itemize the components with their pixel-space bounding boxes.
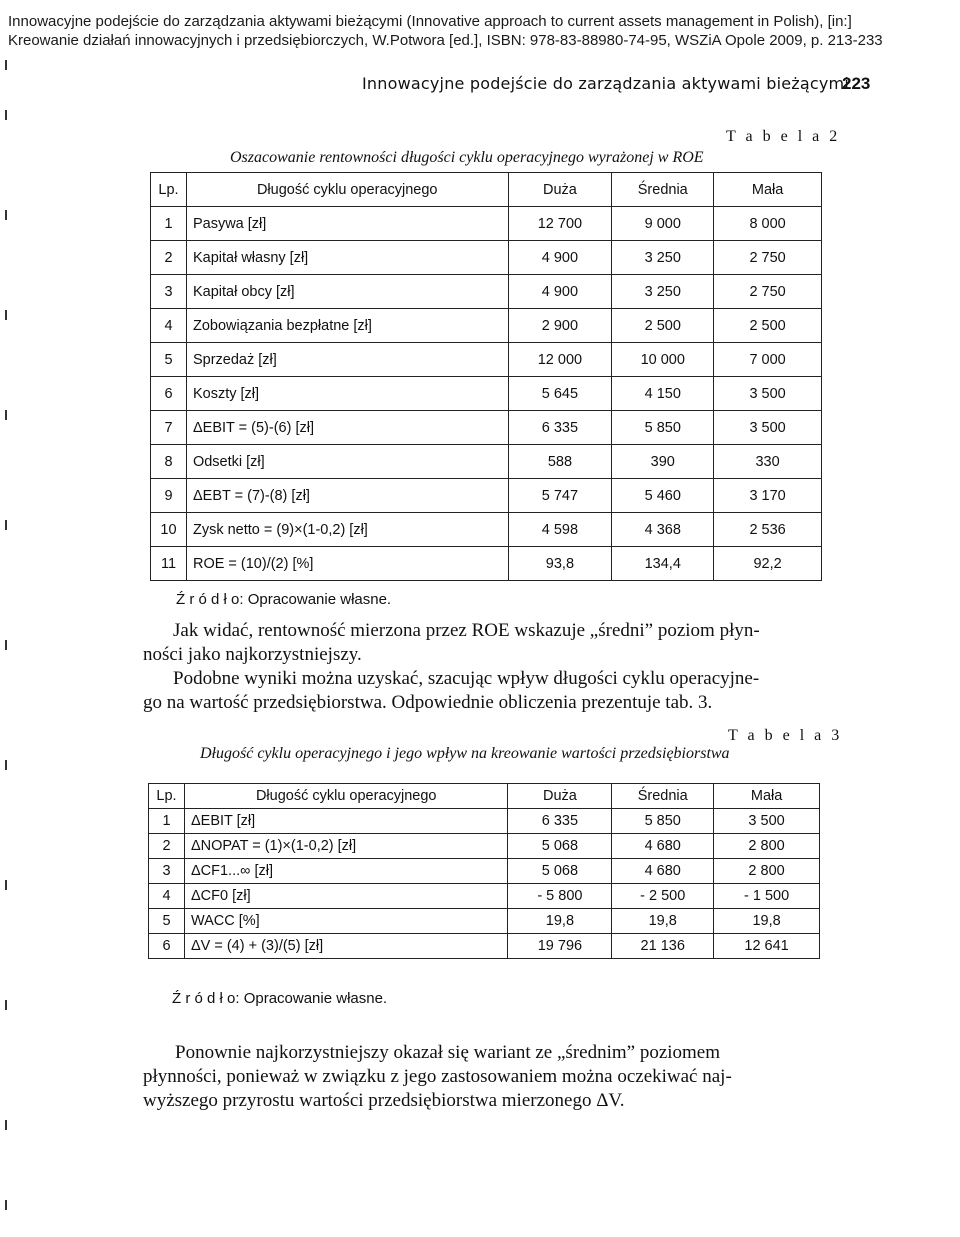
value-mala-cell: 8 000 <box>714 207 822 241</box>
margin-mark <box>5 310 7 320</box>
lp-cell: 9 <box>151 479 187 513</box>
description-cell: ΔCF0 [zł] <box>184 884 508 909</box>
value-srednia-cell: 4 680 <box>612 834 714 859</box>
paragraph-2-line-1: Podobne wyniki można uzyskać, szacując wpływ długości cyklu operacyjne- <box>173 668 760 689</box>
column-header: Lp. <box>151 173 187 207</box>
value-mala-cell: 3 500 <box>714 377 822 411</box>
column-header: Długość cyklu operacyjnego <box>186 173 508 207</box>
value-duza-cell: - 5 800 <box>508 884 612 909</box>
value-mala-cell: 2 800 <box>714 859 820 884</box>
description-cell: ROE = (10)/(2) [%] <box>186 547 508 581</box>
value-duza-cell: 5 645 <box>508 377 612 411</box>
table2 <box>150 172 822 581</box>
value-srednia-cell: 4 150 <box>612 377 714 411</box>
value-mala-cell: 19,8 <box>714 909 820 934</box>
table2-title: Oszacowanie rentowności długości cyklu operacyjnego wyrażonej w ROE <box>230 149 704 166</box>
closing-line-3: wyższego przyrostu wartości przedsiębiorstwa mierzonego ΔV. <box>143 1090 625 1111</box>
value-duza-cell: 12 000 <box>508 343 612 377</box>
citation-block <box>8 12 948 50</box>
lp-cell: 4 <box>151 309 187 343</box>
lp-cell: 2 <box>151 241 187 275</box>
column-header: Duża <box>508 173 612 207</box>
description-cell: Kapitał obcy [zł] <box>186 275 508 309</box>
citation-line-1: Innowacyjne podejście do zarządzania aktywami bieżącymi (Innovative approach to current assets management in Polish), [in:] <box>8 13 852 30</box>
column-header: Długość cyklu operacyjnego <box>184 784 508 809</box>
margin-mark <box>5 640 7 650</box>
column-header: Duża <box>508 784 612 809</box>
value-duza-cell: 19,8 <box>508 909 612 934</box>
lp-cell: 2 <box>149 834 185 859</box>
value-mala-cell: 3 170 <box>714 479 822 513</box>
table-row <box>149 909 820 934</box>
value-duza-cell: 19 796 <box>508 934 612 959</box>
margin-mark <box>5 410 7 420</box>
value-srednia-cell: 390 <box>612 445 714 479</box>
table-row <box>151 275 822 309</box>
description-cell: ΔCF1...∞ [zł] <box>184 859 508 884</box>
lp-cell: 7 <box>151 411 187 445</box>
value-duza-cell: 93,8 <box>508 547 612 581</box>
lp-cell: 6 <box>151 377 187 411</box>
margin-mark <box>5 110 7 120</box>
value-srednia-cell: 3 250 <box>612 275 714 309</box>
value-mala-cell: 3 500 <box>714 809 820 834</box>
closing-line-2: płynności, ponieważ w związku z jego zastosowaniem można oczekiwać naj- <box>143 1066 732 1087</box>
table2-header-row <box>151 173 822 207</box>
value-mala-cell: 330 <box>714 445 822 479</box>
paragraph-2-line-2: go na wartość przedsiębiorstwa. Odpowiednie obliczenia prezentuje tab. 3. <box>143 692 713 713</box>
value-mala-cell: 2 750 <box>714 241 822 275</box>
value-mala-cell: 7 000 <box>714 343 822 377</box>
table3-source: Ź r ó d ł o: Opracowanie własne. <box>172 990 388 1007</box>
value-srednia-cell: 2 500 <box>612 309 714 343</box>
description-cell: Odsetki [zł] <box>186 445 508 479</box>
value-duza-cell: 5 068 <box>508 834 612 859</box>
value-srednia-cell: 5 460 <box>612 479 714 513</box>
column-header: Lp. <box>149 784 185 809</box>
description-cell: Koszty [zł] <box>186 377 508 411</box>
description-cell: Zobowiązania bezpłatne [zł] <box>186 309 508 343</box>
column-header: Mała <box>714 784 820 809</box>
value-srednia-cell: 5 850 <box>612 411 714 445</box>
table-row <box>151 445 822 479</box>
table-row <box>151 411 822 445</box>
value-srednia-cell: 134,4 <box>612 547 714 581</box>
citation-line-2: Kreowanie działań innowacyjnych i przedsiębiorczych, W.Potwora [ed.], ISBN: 978-83-88980-74-95, WSZiA Opole 2009, p. 213-233 <box>8 32 883 49</box>
value-srednia-cell: 19,8 <box>612 909 714 934</box>
value-duza-cell: 2 900 <box>508 309 612 343</box>
paragraph-1-line-2: ności jako najkorzystniejszy. <box>143 644 362 665</box>
description-cell: ΔNOPAT = (1)×(1-0,2) [zł] <box>184 834 508 859</box>
table3-title: Długość cyklu operacyjnego i jego wpływ na kreowanie wartości przedsiębiorstwa <box>200 745 730 762</box>
table-row <box>151 513 822 547</box>
table-row <box>149 934 820 959</box>
lp-cell: 10 <box>151 513 187 547</box>
lp-cell: 3 <box>149 859 185 884</box>
value-mala-cell: 2 750 <box>714 275 822 309</box>
value-srednia-cell: 10 000 <box>612 343 714 377</box>
value-srednia-cell: 4 368 <box>612 513 714 547</box>
lp-cell: 4 <box>149 884 185 909</box>
closing-line-1: Ponownie najkorzystniejszy okazał się wariant ze „średnim” poziomem <box>175 1042 721 1063</box>
column-header: Mała <box>714 173 822 207</box>
value-duza-cell: 12 700 <box>508 207 612 241</box>
lp-cell: 5 <box>149 909 185 934</box>
lp-cell: 1 <box>149 809 185 834</box>
margin-mark <box>5 760 7 770</box>
value-srednia-cell: 3 250 <box>612 241 714 275</box>
table-row <box>149 859 820 884</box>
table-row <box>151 207 822 241</box>
margin-mark <box>5 60 7 70</box>
value-mala-cell: 12 641 <box>714 934 820 959</box>
margin-mark <box>5 520 7 530</box>
lp-cell: 3 <box>151 275 187 309</box>
table2-label: T a b e l a 2 <box>726 128 841 145</box>
table-row <box>151 377 822 411</box>
margin-mark <box>5 1200 7 1210</box>
table-row <box>151 241 822 275</box>
table-row <box>151 479 822 513</box>
value-mala-cell: 2 536 <box>714 513 822 547</box>
table-row <box>149 809 820 834</box>
value-mala-cell: 92,2 <box>714 547 822 581</box>
description-cell: Kapitał własny [zł] <box>186 241 508 275</box>
value-duza-cell: 4 598 <box>508 513 612 547</box>
value-srednia-cell: 5 850 <box>612 809 714 834</box>
description-cell: ΔEBIT = (5)-(6) [zł] <box>186 411 508 445</box>
description-cell: ΔV = (4) + (3)/(5) [zł] <box>184 934 508 959</box>
table-row <box>151 343 822 377</box>
value-mala-cell: - 1 500 <box>714 884 820 909</box>
value-duza-cell: 6 335 <box>508 809 612 834</box>
lp-cell: 6 <box>149 934 185 959</box>
value-mala-cell: 3 500 <box>714 411 822 445</box>
table-row <box>151 309 822 343</box>
value-duza-cell: 4 900 <box>508 241 612 275</box>
margin-mark <box>5 210 7 220</box>
description-cell: WACC [%] <box>184 909 508 934</box>
value-duza-cell: 5 068 <box>508 859 612 884</box>
lp-cell: 5 <box>151 343 187 377</box>
table-row <box>151 547 822 581</box>
margin-mark <box>5 1000 7 1010</box>
value-srednia-cell: 4 680 <box>612 859 714 884</box>
column-header: Średnia <box>612 784 714 809</box>
value-mala-cell: 2 800 <box>714 834 820 859</box>
margin-mark <box>5 1120 7 1130</box>
description-cell: Sprzedaż [zł] <box>186 343 508 377</box>
table3-header-row <box>149 784 820 809</box>
table3 <box>148 783 820 959</box>
value-duza-cell: 6 335 <box>508 411 612 445</box>
lp-cell: 11 <box>151 547 187 581</box>
margin-mark <box>5 880 7 890</box>
value-duza-cell: 588 <box>508 445 612 479</box>
value-srednia-cell: 9 000 <box>612 207 714 241</box>
value-srednia-cell: - 2 500 <box>612 884 714 909</box>
value-duza-cell: 4 900 <box>508 275 612 309</box>
value-duza-cell: 5 747 <box>508 479 612 513</box>
running-title: Innowacyjne podejście do zarządzania aktywami bieżącymi <box>362 74 849 93</box>
table2-source: Ź r ó d ł o: Opracowanie własne. <box>176 591 392 608</box>
lp-cell: 8 <box>151 445 187 479</box>
value-mala-cell: 2 500 <box>714 309 822 343</box>
table3-label: T a b e l a 3 <box>728 727 843 744</box>
page-number: 223 <box>842 74 871 93</box>
description-cell: Zysk netto = (9)×(1-0,2) [zł] <box>186 513 508 547</box>
lp-cell: 1 <box>151 207 187 241</box>
table-row <box>149 834 820 859</box>
paragraph-1-line-1: Jak widać, rentowność mierzona przez ROE wskazuje „średni” poziom płyn- <box>173 620 760 641</box>
table-row <box>149 884 820 909</box>
description-cell: ΔEBIT [zł] <box>184 809 508 834</box>
description-cell: Pasywa [zł] <box>186 207 508 241</box>
description-cell: ΔEBT = (7)-(8) [zł] <box>186 479 508 513</box>
column-header: Średnia <box>612 173 714 207</box>
value-srednia-cell: 21 136 <box>612 934 714 959</box>
